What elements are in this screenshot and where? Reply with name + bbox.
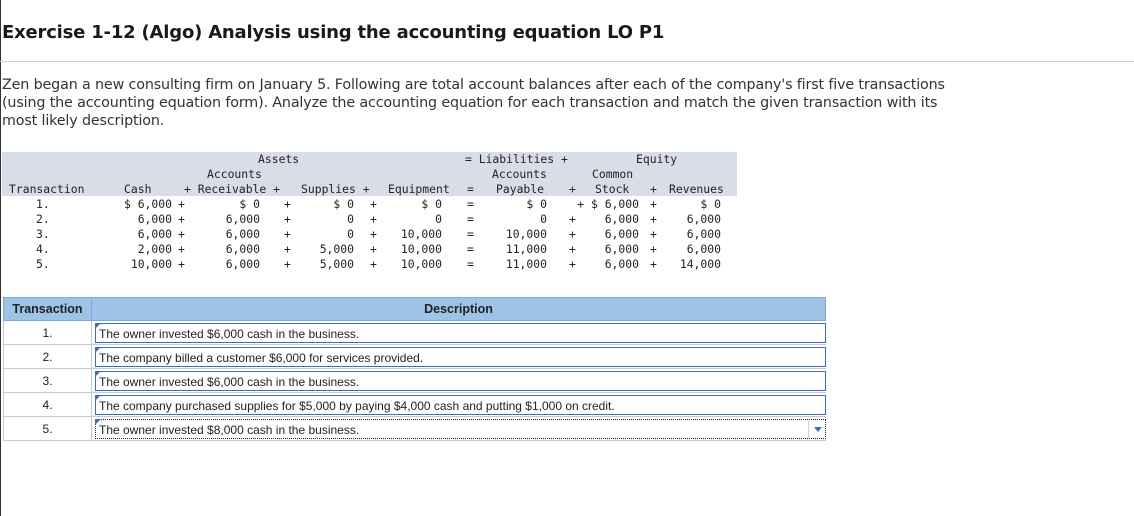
equation-cell-ar: $ 0 [239, 197, 260, 211]
instructions [2, 76, 945, 130]
equation-cell-sup: 0 [347, 227, 354, 241]
description-select-1[interactable] [95, 323, 826, 343]
equation-cell-sup: $ 0 [333, 197, 354, 211]
equity-header: Equity [636, 152, 678, 166]
equation-cell-ar: 6,000 [225, 212, 260, 226]
accounting-equation-table [2, 152, 737, 274]
table-row [4, 369, 826, 393]
accounts-payable-label-1: Accounts [492, 167, 547, 181]
equation-cell-ar: 6,000 [225, 257, 260, 271]
equation-operator: + [650, 197, 657, 211]
transaction-number: 3. [4, 369, 92, 393]
equation-operator: = [467, 212, 474, 226]
table-row [4, 321, 826, 345]
equation-operator: + [178, 212, 185, 226]
equation-operator: + [569, 257, 576, 271]
col-plus: + [569, 182, 576, 196]
table-row [4, 345, 826, 369]
description-matching-table [3, 297, 826, 441]
equation-operator: + [178, 197, 185, 211]
accounts-receivable-label-1: Accounts [207, 167, 262, 181]
equation-operator: + [569, 242, 576, 256]
col-receivable: + Receivable + [184, 182, 281, 196]
dropdown-toggle[interactable] [808, 420, 825, 438]
instructions-line: (using the accounting equation form). Analyze the accounting equation for each transaction and match the given transaction with its [2, 95, 938, 111]
common-stock-label-1: Common [592, 167, 634, 181]
equation-cell-cash: 2,000 [137, 242, 172, 256]
equation-cell-eqp: 0 [435, 212, 442, 226]
col-header-description: Description [92, 298, 826, 321]
equation-cell-t: 1. [36, 197, 50, 211]
equation-cell-ar: 6,000 [225, 242, 260, 256]
equation-cell-cs: 6,000 [604, 242, 639, 256]
equation-cell-ap: 0 [540, 212, 547, 226]
col-header-transaction: Transaction [4, 298, 92, 321]
col-transaction: Transaction [9, 182, 85, 196]
equation-cell-ap: 11,000 [505, 242, 547, 256]
equation-operator: = [467, 227, 474, 241]
equation-operator: + [370, 227, 377, 241]
equation-cell-eqp: $ 0 [421, 197, 442, 211]
table-row [4, 417, 826, 441]
equation-cell-eqp: 10,000 [400, 242, 442, 256]
col-stock: Stock [595, 182, 630, 196]
equation-cell-ap: 11,000 [505, 257, 547, 271]
equation-operator: + [284, 227, 291, 241]
equation-operator: + [650, 242, 657, 256]
equation-cell-cs: 6,000 [604, 212, 639, 226]
equation-cell-ar: 6,000 [225, 227, 260, 241]
equation-cell-cash: 6,000 [137, 227, 172, 241]
equation-operator: + [178, 257, 185, 271]
instructions-line: Zen began a new consulting firm on January 5. Following are total account balances after each of the company's first five transactions [2, 77, 945, 93]
equation-cell-ap: 10,000 [505, 227, 547, 241]
equation-cell-rev: $ 0 [700, 197, 721, 211]
equation-operator: = [467, 257, 474, 271]
equation-cell-t: 2. [36, 212, 50, 226]
col-equals: = [467, 182, 474, 196]
selected-description: The owner invested $6,000 cash in the business. [99, 326, 360, 341]
transaction-number: 5. [4, 417, 92, 441]
chevron-down-icon [814, 427, 822, 432]
equation-cell-cash: 6,000 [137, 212, 172, 226]
instructions-line: most likely description. [2, 113, 165, 129]
equation-cell-t: 3. [36, 227, 50, 241]
equation-operator: + [569, 227, 576, 241]
equation-operator: = [467, 197, 474, 211]
equation-cell-t: 4. [36, 242, 50, 256]
equation-cell-cs: + $ 6,000 [577, 197, 639, 211]
equation-operator: + [650, 212, 657, 226]
selected-description: The company purchased supplies for $5,000 by paying $4,000 cash and putting $1,000 on credit. [99, 398, 615, 413]
transaction-number: 1. [4, 321, 92, 345]
col-revenues: Revenues [669, 182, 724, 196]
exercise-title: Exercise 1-12 (Algo) Analysis using the accounting equation LO P1 [2, 22, 665, 43]
equation-cell-t: 5. [36, 257, 50, 271]
description-select-3[interactable] [95, 371, 826, 391]
transaction-number: 2. [4, 345, 92, 369]
equation-cell-ap: $ 0 [526, 197, 547, 211]
equation-operator: + [284, 242, 291, 256]
equation-operator: + [370, 242, 377, 256]
col-payable: Payable [496, 182, 545, 196]
equation-operator: + [284, 197, 291, 211]
equation-operator: + [178, 227, 185, 241]
equation-cell-rev: 6,000 [686, 227, 721, 241]
equation-cell-cash: $ 6,000 [123, 197, 172, 211]
col-equipment: Equipment [388, 182, 450, 196]
description-select-5[interactable] [95, 419, 826, 439]
col-plus: + [650, 182, 657, 196]
equation-cell-cs: 6,000 [604, 227, 639, 241]
selected-description: The owner invested $8,000 cash in the business. [99, 422, 360, 437]
equation-operator: + [370, 197, 377, 211]
col-supplies: Supplies + [301, 182, 370, 196]
description-select-2[interactable] [95, 347, 826, 367]
transaction-number: 4. [4, 393, 92, 417]
liabilities-header: = Liabilities + [465, 152, 568, 166]
description-select-4[interactable] [95, 395, 826, 415]
equation-cell-rev: 6,000 [686, 242, 721, 256]
assets-header: Assets [258, 152, 300, 166]
equation-cell-sup: 5,000 [319, 242, 354, 256]
equation-operator: + [178, 242, 185, 256]
equation-cell-eqp: 10,000 [400, 257, 442, 271]
equation-cell-eqp: 10,000 [400, 227, 442, 241]
col-cash: Cash [124, 182, 152, 196]
table-row [4, 393, 826, 417]
equation-operator: = [467, 242, 474, 256]
equation-cell-rev: 6,000 [686, 212, 721, 226]
selected-description: The company billed a customer $6,000 for services provided. [99, 350, 424, 365]
equation-operator: + [284, 257, 291, 271]
equation-cell-cash: 10,000 [130, 257, 172, 271]
left-border [0, 0, 1, 516]
equation-cell-sup: 5,000 [319, 257, 354, 271]
equation-operator: + [370, 212, 377, 226]
selected-description: The owner invested $6,000 cash in the business. [99, 374, 360, 389]
equation-operator: + [650, 257, 657, 271]
equation-operator: + [650, 227, 657, 241]
equation-cell-cs: 6,000 [604, 257, 639, 271]
equation-operator: + [284, 212, 291, 226]
equation-cell-sup: 0 [347, 212, 354, 226]
equation-cell-rev: 14,000 [679, 257, 721, 271]
title-divider [0, 61, 1134, 62]
equation-operator: + [370, 257, 377, 271]
equation-operator: + [569, 212, 576, 226]
